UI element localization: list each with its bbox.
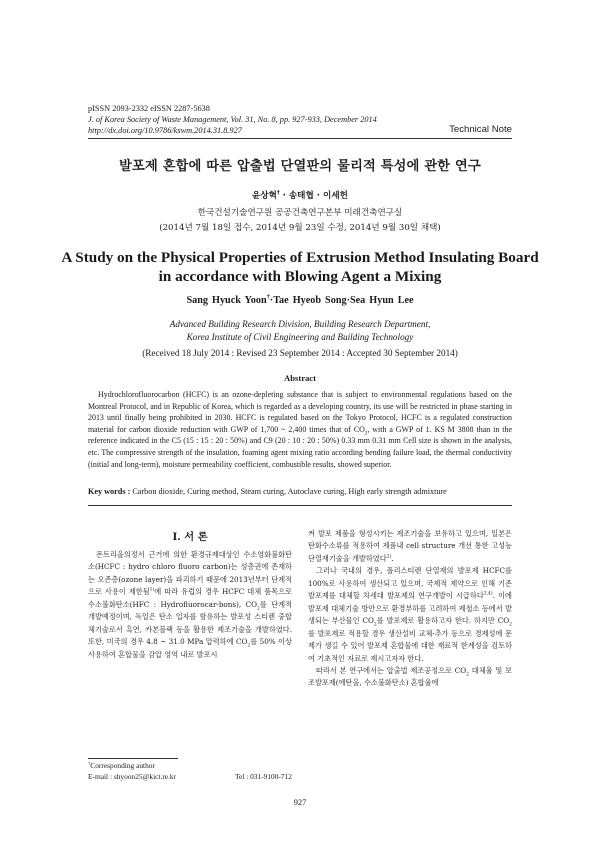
abstract-heading: Abstract <box>284 373 316 383</box>
footnote-label: Corresponding author <box>90 761 155 770</box>
footnote <box>88 761 292 782</box>
english-authors <box>0 295 600 306</box>
korean-author-1: 윤상혁 <box>252 191 277 201</box>
keywords-label: Key words : <box>88 487 131 496</box>
page-number: 927 <box>293 798 307 807</box>
footnote-rule <box>88 758 178 759</box>
english-title-line-2: in accordance with Blowing Agent a Mixing <box>158 268 442 285</box>
footnote-tel: Tel : 031-9100-712 <box>235 771 292 781</box>
journal-header <box>88 103 418 136</box>
header-rule <box>88 138 512 139</box>
keywords-rule <box>88 505 512 506</box>
english-affiliation-line-1: Advanced Building Research Division, Building Research Department, <box>169 319 431 329</box>
english-title-line-1: A Study on the Physical Properties of Extrusion Method Insulating Board <box>61 249 539 266</box>
english-affiliation-line-2: Korea Institute of Civil Engineering and Building Technology <box>186 332 414 342</box>
english-affiliation <box>0 318 600 344</box>
abstract-text: Hydrochlorofluorocarbon (HCFC) is an ozone-depleting substance that is subject to environmental regulations based on the Montreal Protocol, and in Republic of Korea, which is regarded as a developing country, its use will be restricted in phase starting in 2013 until finally being prohibited in 2030. HCFC is regulated based on the Tokyo Protocol, HCFC is a regulated construction material for carbon dioxide reduction with GWP of 1,700 ~ 2,400 times that of $CO_2$, with a GWP of 1. KS M 3808 than in the reference indicated in the C5 (15 : 15 : 20 : 50%) and C9 (20 : 10 : 20 : 50%) 0.33 mm 0.31 mm Cell size is shown in the analysis, etc. The compressive strength of the insulation, foaming agent mixing ratio according bending failure load, the thermal conductivity (initial and long-term), moisture permeability coefficient, combustible results, showed superior. <box>88 390 512 469</box>
doi-link[interactable]: http://dx.doi.org/10.9786/kswm.2014.31.8.927 <box>88 126 242 135</box>
intro-right-paragraph-3: 따라서 본 연구에서는 압출법 제조공정으로 $CO_2$ 대체율 및 보조발포제(에탄올, 수소불화탄소) 혼합율에 <box>308 665 513 688</box>
korean-affiliation: 한국건설기술연구원 공공건축연구본부 미래건축연구실 <box>197 208 403 218</box>
issn-line: pISSN 2093-2332 eISSN 2287-5638 <box>88 104 210 113</box>
korean-title: 발포제 혼합에 따른 압출법 단열판의 물리적 특성에 관한 연구 <box>119 159 481 174</box>
english-dates: (Received 18 July 2014 : Revised 23 September 2014 : Accepted 30 September 2014) <box>142 348 458 358</box>
keywords-list: Carbon dioxide, Curing method, Steam curing, Autoclave curing, High early strength admixture <box>130 487 447 496</box>
footnote-email[interactable]: E-mail : shyoon25@kict.re.kr <box>88 771 177 781</box>
english-author-1: Sang Hyuck Yoon <box>186 295 267 306</box>
article-type: Technical Note <box>449 124 512 135</box>
korean-dates: (2014년 7월 18일 접수, 2014년 9월 23일 수정, 2014년 9월 30일 채택) <box>159 223 441 233</box>
english-title <box>60 248 540 286</box>
corresponding-mark: † <box>276 190 280 197</box>
korean-authors <box>0 189 600 201</box>
intro-left-paragraph: 몬트리올의정서 근거에 의한 환경규제대상인 수소염화불화탄소(HCFC : hydro chloro fluoro carbon)는 성층권에 존재하는 오존층(ozone layer)을 파괴하기 때문에 2013년부터 단계적으로 사용이 제한됨$^{1)}$에 따라 유럽의 경우 HCFC 대체 품목으로 수소불화탄소(HFC : Hydrofluorocar-bons), $CO_2$를 단계적 개발예정이며, 독일은 탄소 입자를 함유하는 발포성 스티렌 중합체기술로서 흑연, 카본블랙 등을 활용한 제조기술을 개발하였다. 또한, 미국의 경우 4.8 ~ 31.0 MPa 압력하에 $CO_2$를 50% 이상 사용하여 혼합물을 감압 영역 내로 발포시 <box>88 550 292 659</box>
footnote-mark: † <box>88 760 91 766</box>
korean-author-rest: · 송태협 · 이세헌 <box>279 191 348 201</box>
english-author-rest: ·Tae Hyeob Song·Sea Hyun Lee <box>269 295 414 306</box>
keywords <box>88 487 512 496</box>
intro-right-paragraph-1: 켜 발포 제품을 형성시키는 제조기술을 보유하고 있으며, 일본은 탄화수소류를 적용하여 제품내 cell structure 개선 통한 고성능단열재기술을 개발하였다$^{2)}$. <box>308 529 512 563</box>
english-corresponding-mark: † <box>266 293 270 301</box>
intro-right-column <box>308 528 512 690</box>
journal-citation: J. of Korea Society of Waste Management, Vol. 31, No. 8, pp. 927-933, December 2014 <box>88 115 377 124</box>
intro-right-paragraph-2: 그러나 국내의 경우, 폴리스티렌 단열재의 발포제 HCFC를 100%로 사용하여 생산되고 있으며, 국제적 제약으로 인해 기존 발포제를 대체할 차세대 발포제의 연구개발이 시급하다$^{3,4)}$. 이에 발포제 대체기술 방안으로 환경부하를 고려하여 제철소 등에서 발생되는 부산물인 $CO_2$를 발포제로 활용하고자 한다. 하지만 $CO_2$를 발포제로 적용할 경우 생산설비 교체·추가 등으로 경제성에 문제가 생길 수 있어 발포제 혼합물에 대한 재료적 한계성을 검토하여 기초적인 자료로 제시고자자 한다. <box>308 566 512 663</box>
section-heading-introduction: I. 서 론 <box>172 531 208 543</box>
